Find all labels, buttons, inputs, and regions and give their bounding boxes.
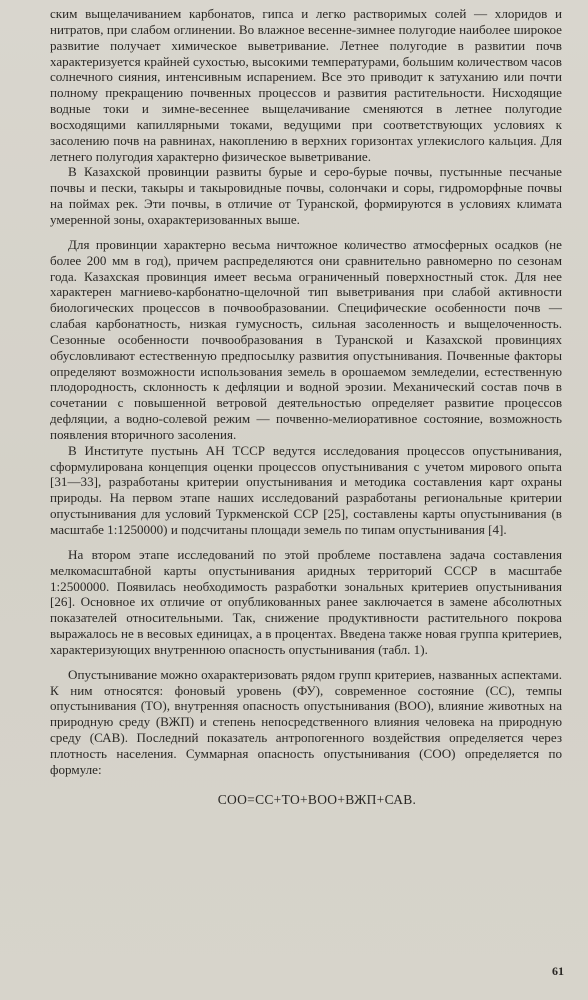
paragraph-2: В Казахской провинции развиты бурые и серо-бурые почвы, пустынные песчаные почвы и пески, такыры и такыровидные почвы, солончаки и соры, гидроморфные почвы на поймах рек. Эти почвы, в отличие от Туранской, формируются в условиях климата умеренной зоны, охарактеризованных выше. (50, 164, 562, 227)
paragraph-6: Опустынивание можно охарактеризовать рядом групп критериев, названных аспектами. К ним относятся: фоновый уровень (ФУ), современное состояние (СС), темпы опустынивания (ТО), внутренняя опасность опустынивания (ВОО), влияние животных на природную среду (ВЖП) и степень непосредственного влияния человека на природную среду (САВ). Последний показатель антропогенного воздействия определяется через плотность населения. Суммарная опасность опустынивания (СОО) определяется по формуле: (50, 666, 562, 777)
paragraph-1: ским выщелачиванием карбонатов, гипса и легко растворимых солей — хлоридов и нитратов, при слабом оглинении. Во влажное весенне-зимнее полугодие наиболее широкое развитие получает химическое выветривание. Летнее полугодие в развитии почв характеризуется крайней сухостью, высокими температурами, большим количеством часов солнечного сияния, интенсивным испарением. Все это приводит к затуханию или почти полному прекращению почвенных процессов и развития растительности. Нисходящие водные токи и зимне-весеннее выщелачивание сменяются в летнее полугодие восходящими капиллярными токами, ведущими при соответствующих условиях к засолению почв на равнинах, накоплению в верхних горизонтах углекислого кальция. Для летнего полугодия характерно физическое выветривание. (50, 6, 562, 164)
formula: СОО=СС+ТО+ВОО+ВЖП+САВ. (217, 791, 417, 807)
paragraph-4: В Институте пустынь АН ТССР ведутся исследования процессов опустынивания, сформулирована концепция оценки процессов опустынивания с учетом мирового опыта [31—33], разработаны критерии опустынивания и методика составления карт охраны природы. На первом этапе наших исследований разработаны региональные критерии опустынивания для условий Туркменской ССР [25], составлены карты опустынивания (в масштабе 1:1250000) и подсчитаны площади земель по типам опустынивания [4]. (50, 442, 562, 537)
page-number: 61 (552, 964, 564, 978)
paragraph-5: На втором этапе исследований по этой проблеме поставлена задача составления мелкомасштабной карты опустынивания аридных территорий СССР в масштабе 1:2500000. Появилась необходимость разработки зональных критериев опустынивания [26]. Основное их отличие от опубликованных ранее заключается в замене абсолютных показателей относительными. Так, снижение продуктивности растительного покрова выражалось не в весовых единицах, а в процентах. Введена также новая группа критериев, характеризующих внутреннюю опасность опустынивания (табл. 1). (50, 546, 562, 657)
paragraph-3: Для провинции характерно весьма ничтожное количество атмосферных осадков (не более 200 мм в год), причем распределяются они сравнительно равномерно по сезонам года. Казахская провинция имеет весьма ограниченный поверхностный сток. Для нее характерен магниево-карбонатно-щелочной тип выветривания при слабой активности биологических процессов в почвообразовании. Специфические особенности почв — слабая карбонатность, низкая гумусность, сильная засоленность и выщелоченность. Сезонные особенности почвообразования в Туранской и Казахской провинциях обусловливают естественную предпосылку развития опустынивания. Почвенные факторы определяют возможности использования земель в орошаемом земледелии, естественную плодородность, склонность к дефляции и водной эрозии. Механический состав почв в сочетании с повышенной ветровой деятельностью определяет развитие процессов дефляции, а водно-солевой режим — почвенно-мелиоративное состояние, возможность появления вторичного засоления. (50, 236, 562, 442)
